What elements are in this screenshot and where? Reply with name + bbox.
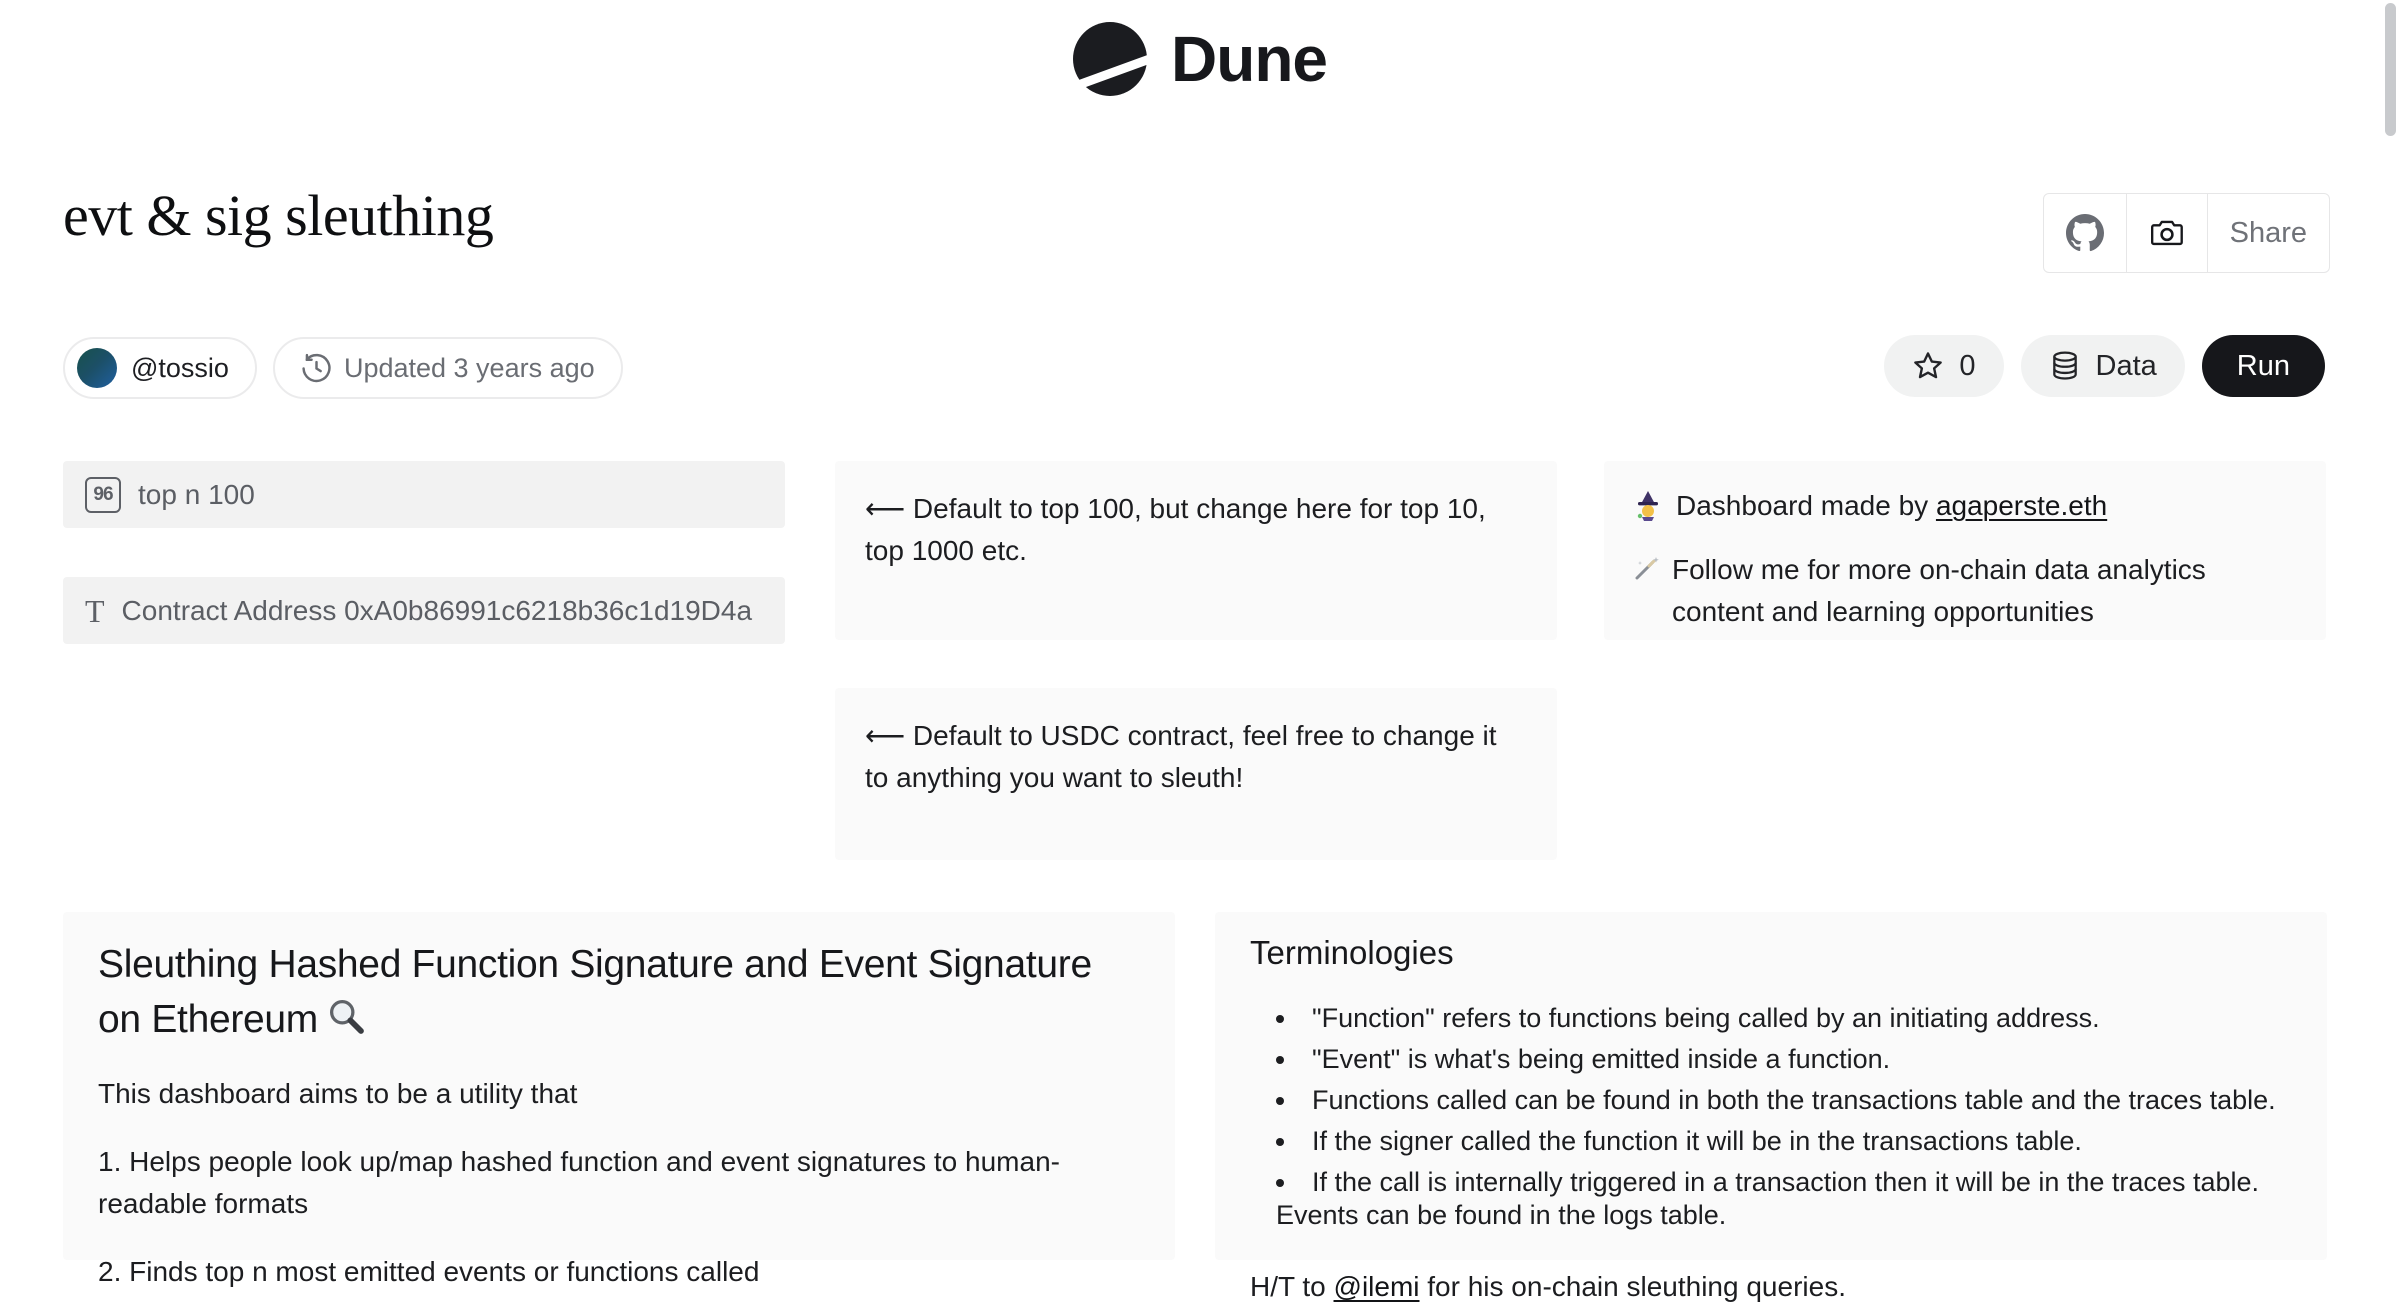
terminologies-list [1276, 1002, 2292, 1232]
share-button[interactable] [2207, 194, 2329, 272]
updated-label: Updated 3 years ago [343, 352, 595, 383]
ilemi-profile-link[interactable]: @ilemi [1333, 1270, 1420, 1302]
author-avatar [77, 348, 117, 388]
param-contract-address[interactable] [63, 577, 785, 644]
data-button-label: Data [2095, 349, 2157, 382]
made-by-text: Dashboard made by agaperste.eth [1676, 490, 2108, 521]
star-button[interactable] [1884, 335, 2003, 397]
param-contract-text: Contract Address 0xA0b86991c6218b36c1d19D4a [121, 594, 753, 626]
database-icon [2049, 350, 2081, 382]
hat-tip-line: H/T to @ilemi for his on-chain sleuthing queries. [1250, 1270, 1846, 1302]
github-button[interactable] [2044, 194, 2126, 272]
terminologies-heading: Terminologies [1250, 934, 1454, 971]
star-count: 0 [1959, 349, 1976, 382]
author-handle: @tossio [131, 352, 229, 383]
terminology-item: • "Function" refers to functions being called by an initiating address. [1276, 1002, 2292, 1035]
dune-logo-icon [1073, 22, 1147, 96]
mage-icon [1632, 490, 1664, 522]
dashboard-meta [63, 337, 623, 399]
author-pill[interactable] [63, 337, 257, 399]
text-parameter-icon: T [85, 592, 105, 629]
follow-text: Follow me for more on-chain data analytics content and learning opportunities [1672, 554, 2206, 627]
page-title: evt & sig sleuthing [63, 183, 494, 248]
magic-wand-icon [1632, 555, 1660, 583]
about-item-2: 2. Finds top n most emitted events or functions called [98, 1256, 760, 1288]
dashboard-actions-group [2043, 193, 2330, 273]
terminology-item: • If the call is internally triggered in a transaction then it will be in the traces table. Events can be found in the logs table. [1276, 1166, 2292, 1232]
updated-pill [273, 337, 623, 399]
dashboard-controls [1884, 335, 2325, 397]
param-top-n-text: top n 100 [138, 478, 255, 510]
about-card [63, 912, 1175, 1288]
star-icon [1912, 350, 1944, 382]
made-by-card [1604, 461, 2326, 640]
param-top-n[interactable] [63, 461, 785, 528]
author-profile-link[interactable]: agaperste.eth [1935, 490, 2108, 521]
follow-line [1632, 549, 2298, 633]
number-parameter-icon: 96 [85, 477, 121, 513]
run-button[interactable] [2202, 335, 2325, 397]
dune-logo[interactable] [0, 22, 2400, 96]
terminology-item: • Functions called can be found in both the transactions table and the traces table. [1276, 1084, 2292, 1117]
run-button-label: Run [2236, 349, 2290, 382]
magnifier-icon [326, 996, 366, 1036]
terminologies-card [1215, 912, 2327, 1302]
camera-icon [2149, 215, 2185, 251]
github-icon [2066, 214, 2104, 252]
screenshot-button[interactable] [2126, 194, 2207, 272]
data-button[interactable] [2021, 335, 2185, 397]
note-top-n-card [835, 461, 1557, 640]
note-top-n-text: ⟵ Default to top 100, but change here for top 10, top 1000 etc. [865, 493, 1486, 566]
vertical-scrollbar-thumb[interactable] [2385, 3, 2396, 136]
history-clock-icon [301, 353, 332, 384]
terminology-item: • "Event" is what's being emitted inside a function. [1276, 1043, 2292, 1076]
note-usdc-text: ⟵ Default to USDC contract, feel free to change it to anything you want to sleuth! [865, 720, 1497, 793]
terminology-item: • If the signer called the function it will be in the transactions table. [1276, 1125, 2292, 1158]
note-usdc-card [835, 688, 1557, 860]
made-by-line [1632, 485, 2298, 527]
about-item-1: 1. Helps people look up/map hashed function and event signatures to human-readable formats [98, 1146, 1060, 1220]
share-button-label: Share [2229, 216, 2307, 249]
about-heading: Sleuthing Hashed Function Signature and Event Signature on Ethereum [98, 943, 1092, 1041]
dune-wordmark: Dune [1171, 23, 1327, 95]
about-intro: This dashboard aims to be a utility that [98, 1078, 578, 1110]
